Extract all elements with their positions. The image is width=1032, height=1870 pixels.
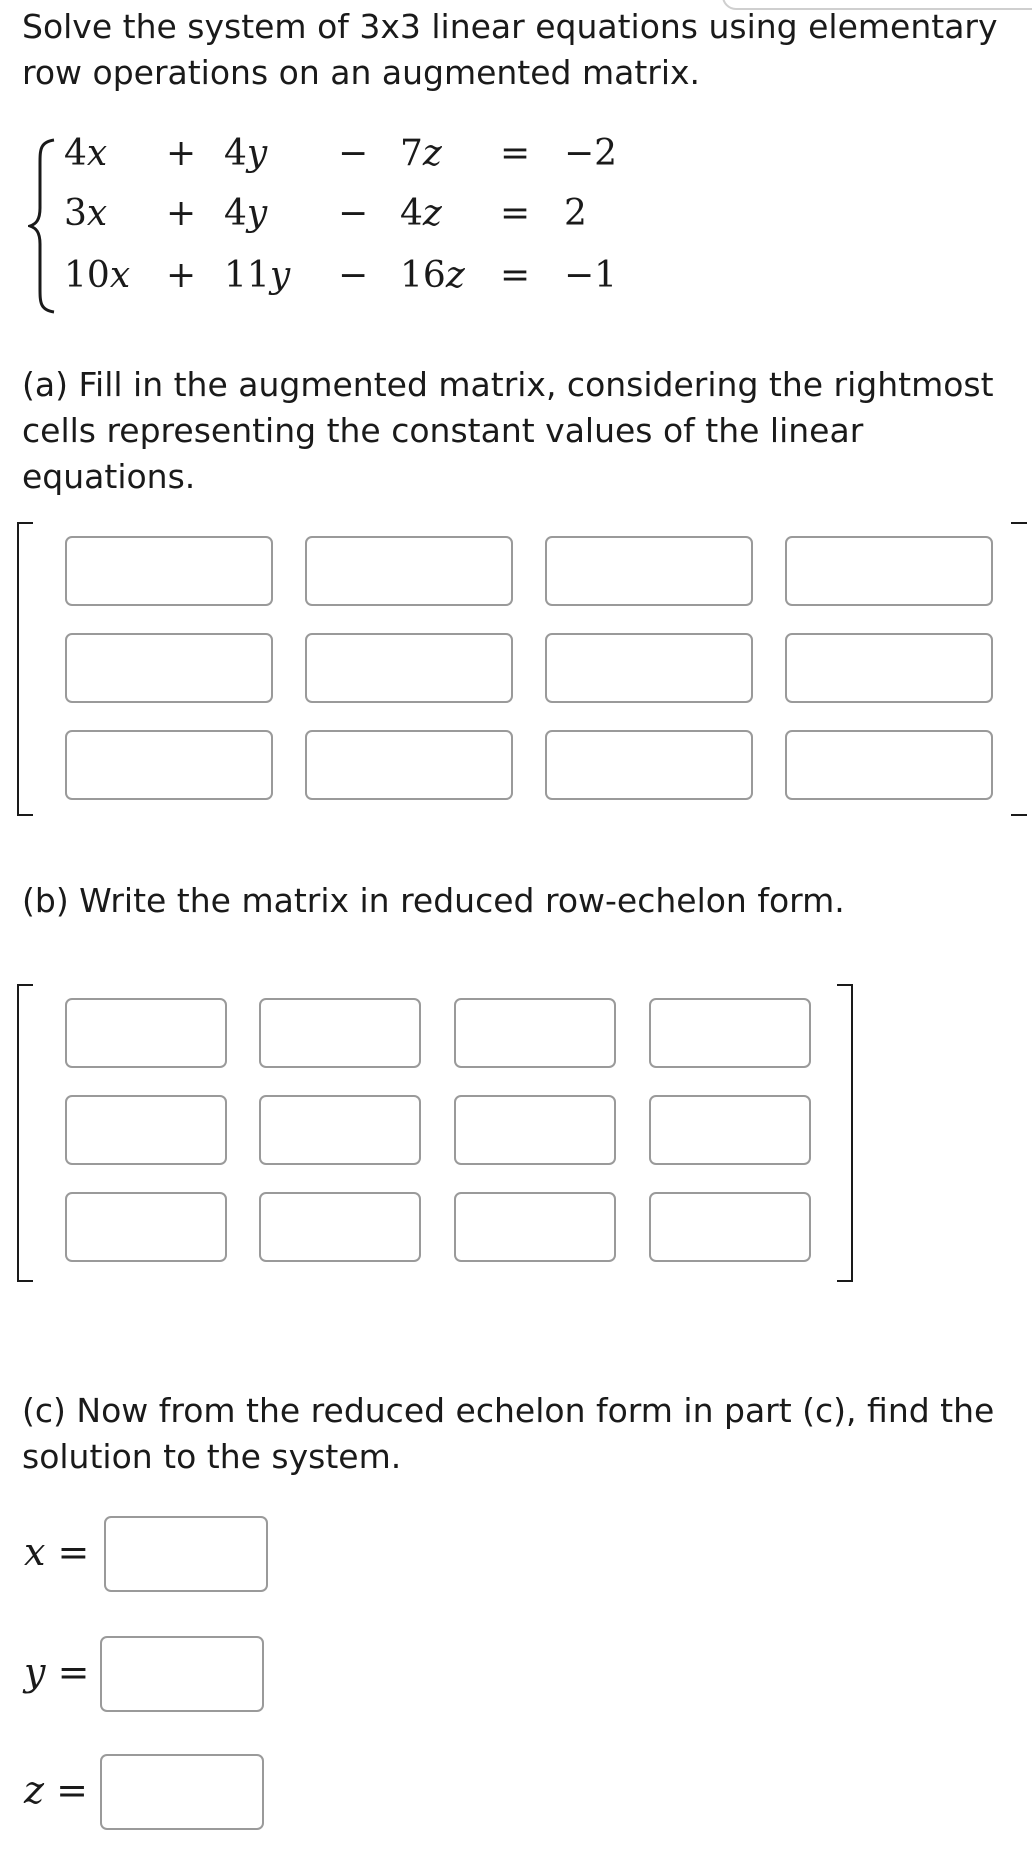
matrix-left-bracket [17,984,33,1282]
matrix-right-bracket [837,984,853,1282]
matrix-a-cell-r1c2[interactable] [305,536,513,606]
equation-system [28,133,668,316]
left-brace-icon [28,136,58,316]
matrix-b-cell-r1c3[interactable] [454,998,616,1068]
answer-input-y[interactable] [100,1636,264,1712]
eq3-equals: = [500,255,531,296]
eq3-x-term: 10x [64,255,131,296]
matrix-a-cell-r1c1[interactable] [65,536,273,606]
matrix-a-cell-r1c3[interactable] [545,536,753,606]
eq3-rhs: −1 [564,255,618,296]
part-c-instructions: (c) Now from the reduced echelon form in part (c), find the solution to the system. [22,1391,995,1476]
matrix-b-cell-r3c2[interactable] [259,1192,421,1262]
eq3-op1: + [166,255,197,296]
matrix-b-cell-r3c3[interactable] [454,1192,616,1262]
matrix-a-cell-r3c3[interactable] [545,730,753,800]
matrix-b-cell-r1c2[interactable] [259,998,421,1068]
answer-label-z: z = [24,1768,88,1812]
matrix-b-cell-r2c3[interactable] [454,1095,616,1165]
eq3-op2: − [338,255,369,296]
matrix-a-cell-r2c2[interactable] [305,633,513,703]
answer-input-x[interactable] [104,1516,268,1592]
eq1-y-term: 4y [224,133,268,174]
matrix-b-cell-r2c4[interactable] [649,1095,811,1165]
eq2-z-term: 4z [400,193,442,234]
matrix-b-cell-r3c1[interactable] [65,1192,227,1262]
answer-input-z[interactable] [100,1754,264,1830]
matrix-a-cell-r2c3[interactable] [545,633,753,703]
answer-label-y: y = [24,1650,90,1694]
matrix-left-bracket [17,522,33,816]
eq1-op2: − [338,133,369,174]
matrix-a-cell-r1c4[interactable] [785,536,993,606]
eq3-y-term: 11y [224,255,291,296]
eq2-op2: − [338,193,369,234]
problem-statement: Solve the system of 3x3 linear equations using elementary row operations on an augmented matrix. [22,7,998,92]
matrix-a-cell-r3c1[interactable] [65,730,273,800]
part-b-instructions: (b) Write the matrix in reduced row-echelon form. [22,881,845,920]
eq2-op1: + [166,193,197,234]
matrix-a-cell-r3c2[interactable] [305,730,513,800]
eq2-equals: = [500,193,531,234]
eq1-z-term: 7z [400,133,442,174]
eq3-z-term: 16z [400,255,465,296]
matrix-b-cell-r2c2[interactable] [259,1095,421,1165]
eq2-x-term: 3x [64,193,108,234]
eq1-x-term: 4x [64,133,108,174]
matrix-b-cell-r2c1[interactable] [65,1095,227,1165]
answer-label-x: x = [24,1530,90,1574]
eq1-equals: = [500,133,531,174]
matrix-b-cell-r1c1[interactable] [65,998,227,1068]
eq1-rhs: −2 [564,133,618,174]
matrix-a-cell-r2c4[interactable] [785,633,993,703]
eq2-y-term: 4y [224,193,268,234]
part-a-instructions: (a) Fill in the augmented matrix, considering the rightmost cells representing the constant values of the linear equations. [22,365,994,496]
matrix-a-cell-r2c1[interactable] [65,633,273,703]
augmented-matrix [17,522,1027,816]
matrix-b-cell-r3c4[interactable] [649,1192,811,1262]
matrix-b-cell-r1c4[interactable] [649,998,811,1068]
matrix-right-bracket [1011,522,1025,816]
reduced-row-echelon-matrix [17,984,857,1282]
eq2-rhs: 2 [564,193,587,234]
matrix-a-cell-r3c4[interactable] [785,730,993,800]
eq1-op1: + [166,133,197,174]
